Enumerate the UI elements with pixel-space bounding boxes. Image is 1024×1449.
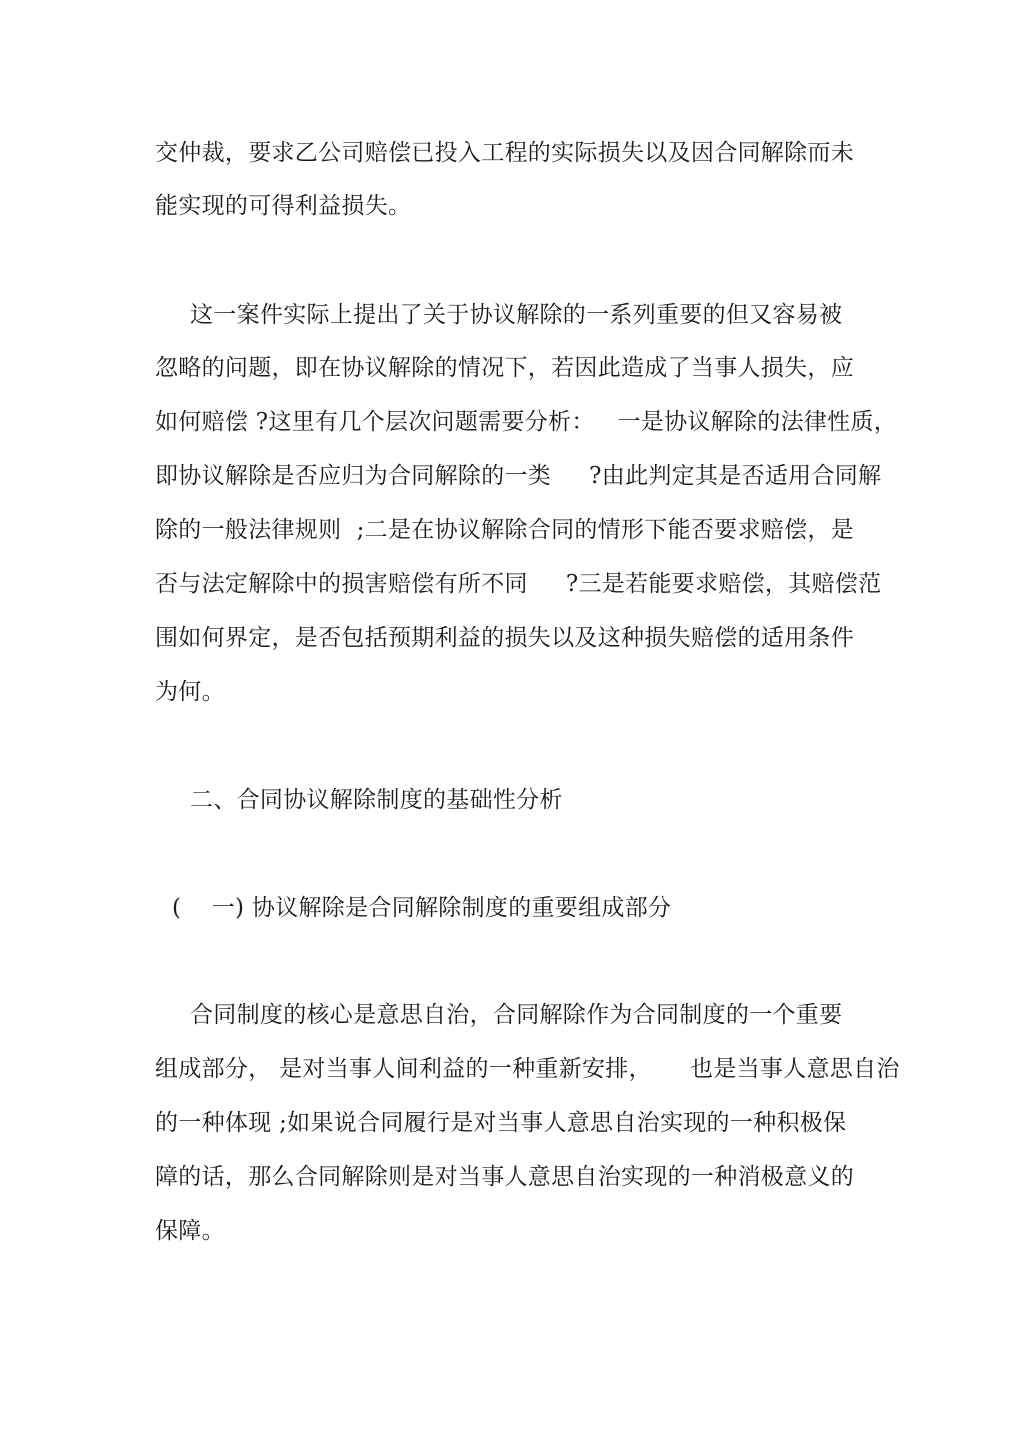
paragraph-2-line-4: 即协议解除是否应归为合同解除的一类 ?由此判定其是否适用合同解 <box>155 463 882 489</box>
paragraph-3-line-4: 障的话，那么合同解除则是对当事人意思自治实现的一种消极意义的 <box>155 1164 854 1190</box>
paragraph-2-line-8: 为何。 <box>155 679 225 705</box>
paragraph-2-line-7: 围如何界定，是否包括预期利益的损失以及这种损失赔偿的适用条件 <box>155 625 854 651</box>
paragraph-2-line-3: 如何赔偿 ?这里有几个层次问题需要分析： 一是协议解除的法律性质， <box>155 409 898 435</box>
paragraph-2-line-2: 忽略的问题，即在协议解除的情况下，若因此造成了当事人损失，应 <box>155 355 854 381</box>
paragraph-3-line-3: 的一种体现 ;如果说合同履行是对当事人意思自治实现的一种积极保 <box>155 1110 847 1136</box>
section-heading: 二、合同协议解除制度的基础性分析 <box>190 787 563 813</box>
paragraph-2-line-5: 除的一般法律规则 ;二是在协议解除合同的情形下能否要求赔偿，是 <box>155 517 854 543</box>
paragraph-3-line-5: 保障。 <box>155 1218 225 1244</box>
paragraph-3-line-1: 合同制度的核心是意思自治，合同解除作为合同制度的一个重要 <box>190 1002 843 1028</box>
paragraph-2-line-1: 这一案件实际上提出了关于协议解除的一系列重要的但又容易被 <box>190 302 843 328</box>
subsection-heading: ( 一) 协议解除是合同解除制度的重要组成部分 <box>172 895 672 921</box>
paragraph-2-line-6: 否与法定解除中的损害赔偿有所不同 ?三是若能要求赔偿，其赔偿范 <box>155 571 882 597</box>
paragraph-3-line-2: 组成部分， 是对当事人间利益的一种重新安排， 也是当事人意思自治 <box>155 1056 900 1082</box>
paragraph-1-line-2: 能实现的可得利益损失。 <box>155 193 412 219</box>
paragraph-1-line-1: 交仲裁，要求乙公司赔偿已投入工程的实际损失以及因合同解除而未 <box>155 140 854 166</box>
